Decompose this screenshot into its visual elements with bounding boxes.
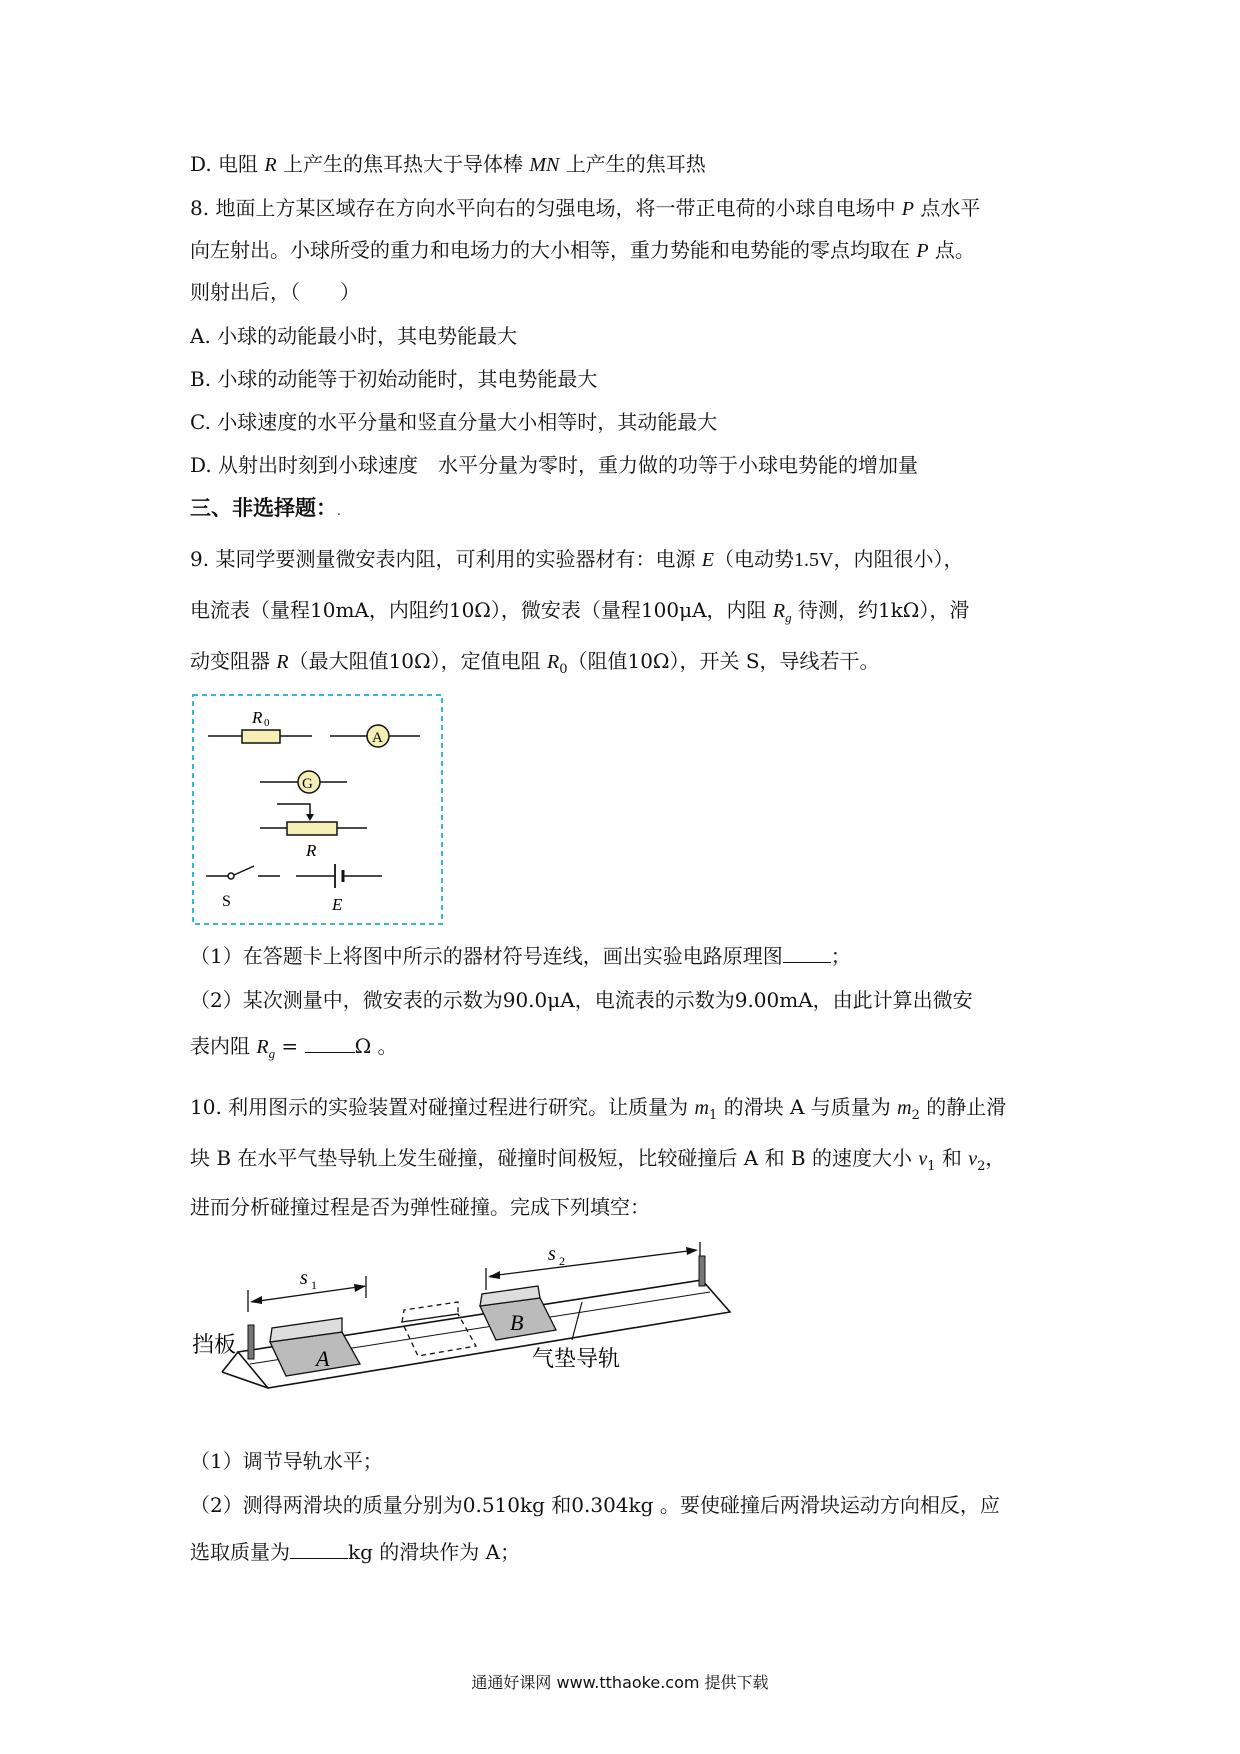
galvanometer-symbol — [260, 771, 347, 793]
battery-symbol — [296, 864, 382, 914]
q9-stem-line2: 电流表（量程10mA，内阻约10Ω），微安表（量程100μA，内阻 $R_g$ 待测，约1kΩ），滑 — [190, 598, 970, 625]
q10-air-track-diagram — [190, 1240, 750, 1410]
block-b-label: B — [510, 1310, 524, 1335]
ammeter-symbol — [330, 725, 420, 747]
r0-subscript: 0 — [264, 717, 270, 729]
q9-component-diagram — [192, 694, 444, 926]
baffle-right — [699, 1256, 705, 1286]
track-label: 气垫导轨 — [532, 1347, 621, 1372]
section-heading: 三、非选择题：. — [190, 496, 341, 520]
q7-option-d: D. 电阻 R 上产生的焦耳热大于导体棒 MN 上产生的焦耳热 — [190, 152, 706, 176]
ammeter-label: A — [372, 730, 383, 746]
battery-label: E — [332, 895, 343, 914]
q8-option-c: C. 小球速度的水平分量和竖直分量大小相等时，其动能最大 — [190, 410, 718, 434]
block-a-label: A — [316, 1346, 330, 1371]
q8-stem-line3: 则射出后，（ ） — [190, 280, 360, 304]
rheostat-symbol — [260, 804, 367, 860]
q9-part1: （1）在答题卡上将图中所示的器材符号连线，画出实验电路原理图 ； — [190, 944, 851, 968]
baffle-label: 挡板 — [192, 1333, 237, 1358]
s1-subscript: 1 — [311, 1278, 317, 1292]
r0-label: R — [252, 708, 263, 727]
q8-option-a: A. 小球的动能最小时，其电势能最大 — [190, 324, 518, 348]
q9-part2-line1: （2）某次测量中，微安表的示数为90.0μA，电流表的示数为9.00mA，由此计算出微安 — [190, 988, 973, 1012]
s1-arrow — [248, 1267, 366, 1312]
s2-subscript: 2 — [559, 1254, 565, 1268]
switch-label: S — [222, 893, 231, 910]
s2-arrow — [486, 1242, 700, 1290]
switch-symbol — [206, 866, 280, 910]
q10-part1: （1）调节导轨水平； — [190, 1449, 383, 1473]
q8-stem-line1: 8. 地面上方某区域存在方向水平向右的匀强电场，将一带正电荷的小球自电场中 P 点水平 — [190, 196, 981, 220]
page-footer: 通通好课网 www.tthaoke.com 提供下载 — [471, 1673, 769, 1692]
q10-part2-line1: （2）测得两滑块的质量分别为0.510kg 和0.304kg 。要使碰撞后两滑块运动方向相反，应 — [190, 1493, 1000, 1517]
resistor-r0-symbol — [208, 708, 312, 743]
q8-option-b: B. 小球的动能等于初始动能时，其电势能最大 — [190, 367, 598, 391]
q8-option-d: D. 从射出时刻到小球速度 水平分量为零时，重力做的功等于小球电势能的增加量 — [190, 453, 919, 477]
s2-label: s — [548, 1243, 556, 1265]
q9-stem-line3: 动变阻器 R（最大阻值10Ω），定值电阻 $R_0$（阻值10Ω），开关 S，导线若干。 — [190, 649, 880, 677]
q8-stem-line2: 向左射出。小球所受的重力和电场力的大小相等，重力势能和电势能的零点均取在 P 点。 — [190, 238, 975, 262]
q10-answer-blank[interactable] — [290, 1558, 348, 1559]
baffle-left — [248, 1325, 254, 1359]
galvanometer-label: G — [302, 776, 313, 792]
q9-answer-blank[interactable] — [305, 1052, 355, 1053]
q9-part2-line2: 表内阻 $R_g = \Omega$ 。 — [190, 1034, 398, 1061]
q9-stem-line1: 9. 某同学要测量微安表内阻，可利用的实验器材有：电源 E（电动势1.5V，内阻很小）， — [190, 547, 964, 571]
q10-stem-line1: 10. 利用图示的实验装置对碰撞过程进行研究。让质量为 $m_1$ 的滑块 A 与质量为 $m_2$ 的静止滑 — [190, 1095, 1007, 1123]
rheostat-label: R — [306, 841, 317, 860]
q10-stem-line3: 进而分析碰撞过程是否为弹性碰撞。完成下列填空： — [190, 1195, 650, 1219]
s1-label: s — [300, 1267, 308, 1289]
q10-stem-line2: 块 B 在水平气垫导轨上发生碰撞，碰撞时间极短，比较碰撞后 A 和 B 的速度大小 $v_1$ 和 $v_2$， — [190, 1146, 1006, 1174]
q10-part2-line2: 选取质量为 kg 的滑块作为 A； — [190, 1540, 521, 1564]
